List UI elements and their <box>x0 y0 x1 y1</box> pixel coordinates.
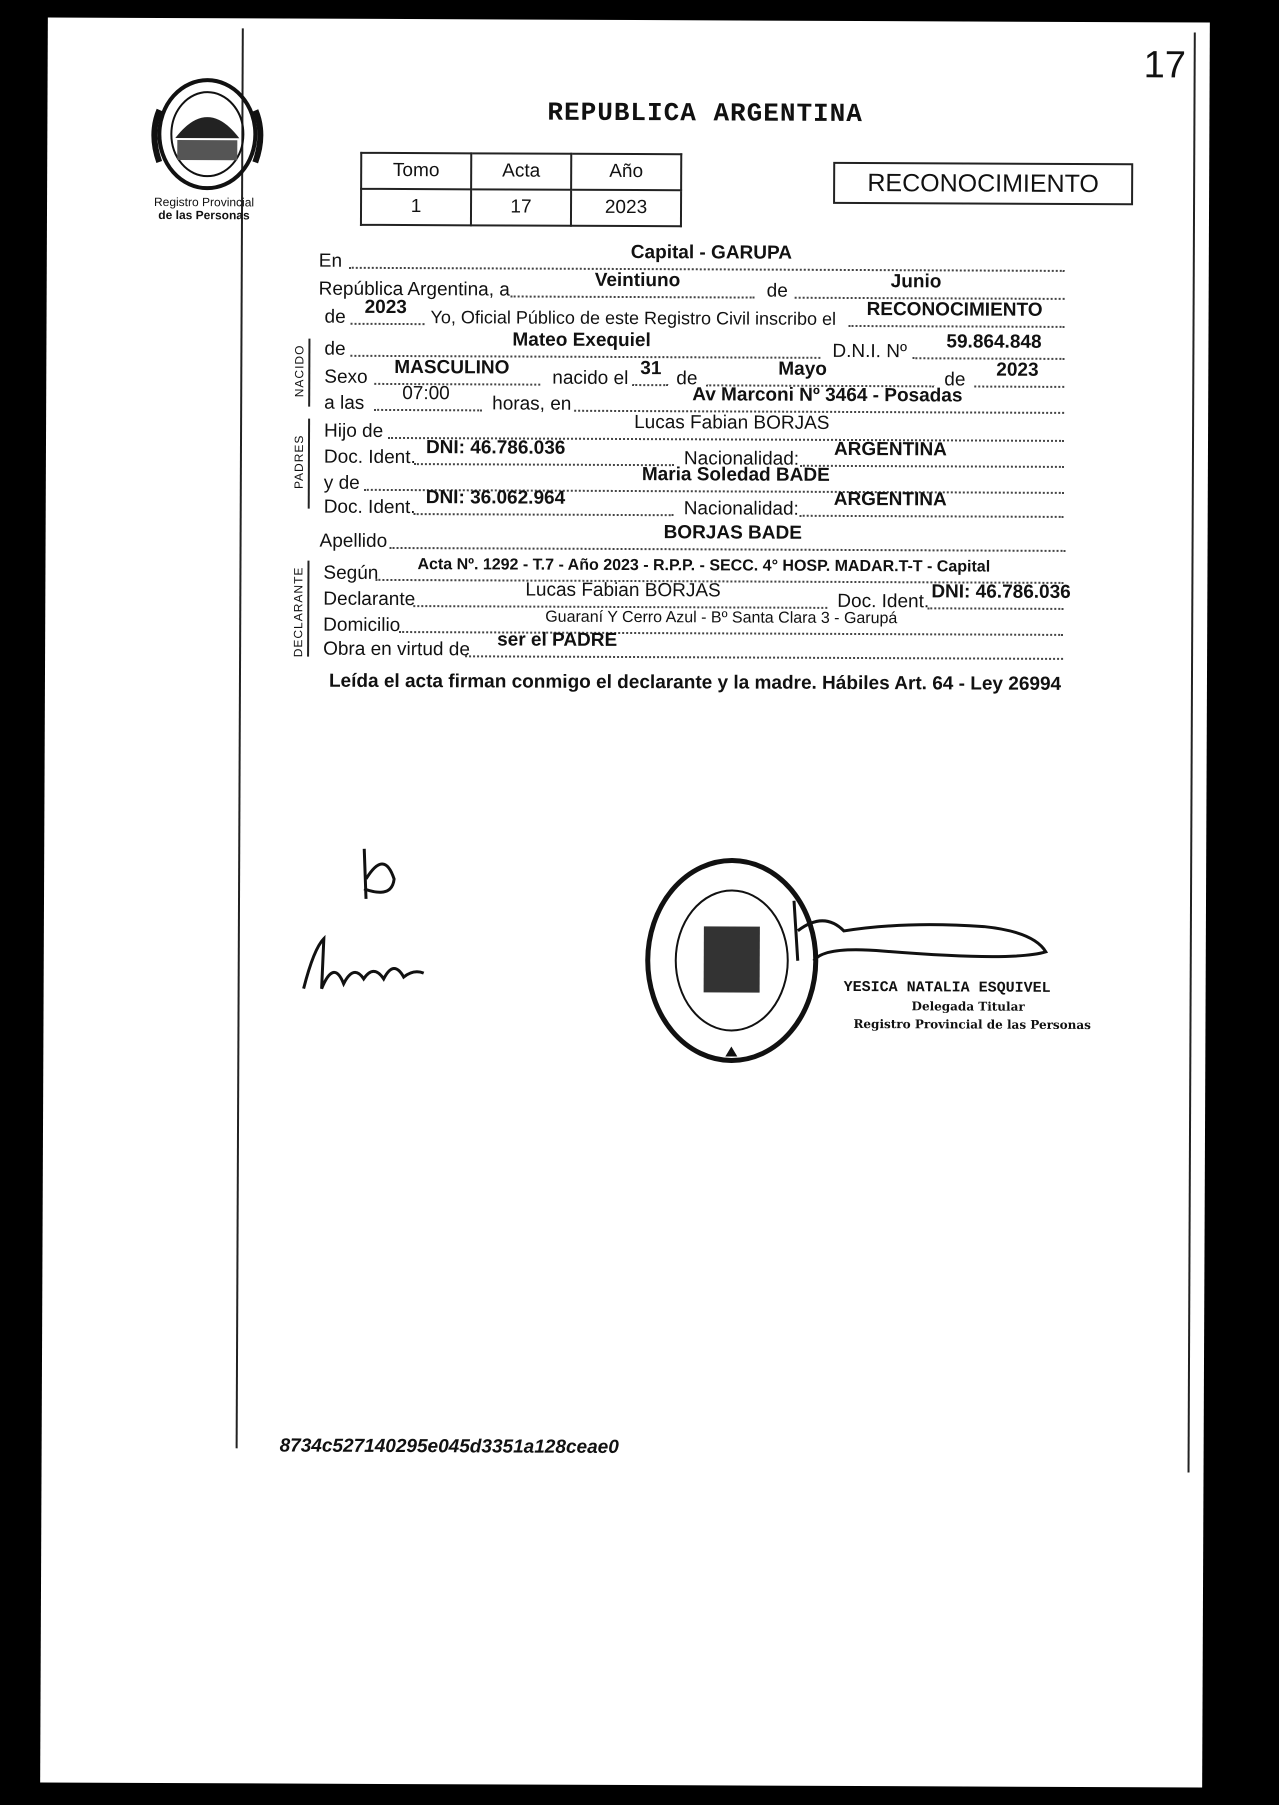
sexo-label: Sexo <box>324 366 368 388</box>
domicilio-label: Domicilio <box>323 614 401 637</box>
row-madre-doc <box>318 487 1166 523</box>
name-value: Mateo Exequiel <box>512 329 651 352</box>
header-tomo: Tomo <box>361 153 471 189</box>
nacionalidad-label2: Nacionalidad: <box>683 498 799 520</box>
father-name: Lucas Fabian BORJAS <box>634 412 830 434</box>
registry-label-line2: de las Personas <box>158 207 250 223</box>
dni-value: 59.864.848 <box>946 331 1042 353</box>
a-las-label: a las <box>324 392 365 414</box>
en-label: En <box>318 250 343 272</box>
province-seal-emblem <box>119 76 296 193</box>
obra-value: ser el PADRE <box>497 629 618 651</box>
legal-text: Leída el acta firman conmigo el declarante y la madre. Hábiles Art. 64 - Ley 26994 <box>328 670 1062 695</box>
registry-label <box>109 196 299 223</box>
right-margin-line <box>1188 32 1196 1472</box>
nacionalidad-label: Nacionalidad: <box>683 448 800 470</box>
value-tomo: 1 <box>361 189 471 225</box>
declarante-value: Lucas Fabian BORJAS <box>525 579 721 602</box>
value-anio: 2023 <box>571 190 681 226</box>
doc-ident-label2: Doc. Ident. <box>323 496 416 519</box>
officer-org: Registro Provincial de las Personas <box>853 1016 1092 1033</box>
month-value: Junio <box>890 271 942 293</box>
certificate-page <box>40 17 1210 1787</box>
de-birth-year-label: de <box>944 369 966 391</box>
place-value: Av Marconi Nº 3464 - Posadas <box>692 384 963 407</box>
horas-label: horas, en <box>492 393 572 415</box>
yo-label: Yo, Oficial Público de este Registro Civil inscribo el <box>430 307 837 329</box>
officer-name: YESICA NATALIA ESQUIVEL <box>843 978 1051 997</box>
day-value: Veintiuno <box>594 269 681 292</box>
mother-nationality: ARGENTINA <box>833 488 947 511</box>
row-obra <box>317 629 1165 665</box>
section-declarante: DECLARANTE <box>291 566 306 658</box>
signature-mother <box>294 929 434 1000</box>
de-name-label: de <box>324 338 346 360</box>
surname-value: BORJAS BADE <box>663 522 802 544</box>
left-margin-line <box>236 28 244 1448</box>
dni-label: D.N.I. Nº <box>832 340 907 363</box>
officer-title: Delegada Titular <box>911 999 1025 1014</box>
signature-left-top <box>344 839 424 909</box>
en-value: Capital - GARUPA <box>630 242 793 264</box>
de-label: de <box>766 280 788 302</box>
signature-officer <box>784 891 1054 972</box>
segun-value: Acta Nº. 1292 - T.7 - Año 2023 - R.P.P. - SECC. 4° HOSP. MADAR.T-T - Capital <box>417 556 991 576</box>
section-nacido: NACIDO <box>292 344 307 398</box>
hijo-label: Hijo de <box>324 420 384 442</box>
registry-label-line1: Registro Provincial <box>153 194 255 210</box>
birth-month: Mayo <box>778 358 827 380</box>
document-hash: 8734c527140295e045d3351a128ceae0 <box>279 1435 619 1458</box>
record-table <box>360 152 682 227</box>
row-en <box>318 242 1167 277</box>
row-inscripcion <box>319 296 1167 333</box>
doc-ident-label: Doc. Ident. <box>323 446 416 469</box>
y-de-label: y de <box>323 472 360 494</box>
obra-label: Obra en virtud de <box>323 638 470 661</box>
page-number: 17 <box>1143 44 1187 87</box>
republica-label: República Argentina, a <box>318 278 510 301</box>
sexo-value: MASCULINO <box>394 356 510 379</box>
document-title: REPUBLICA ARGENTINA <box>547 97 863 130</box>
de-year-label: de <box>324 306 346 328</box>
record-type-box: RECONOCIMIENTO <box>833 162 1133 205</box>
segun-label: Según <box>323 562 379 584</box>
birth-day: 31 <box>640 358 662 380</box>
time-value: 07:00 <box>402 383 450 405</box>
header-anio: Año <box>571 154 681 190</box>
year-value: 2023 <box>364 296 407 319</box>
father-nationality: ARGENTINA <box>833 438 947 461</box>
header-acta: Acta <box>471 153 571 189</box>
mother-dni: DNI: 36.062.964 <box>425 487 566 509</box>
inscribo-value: RECONOCIMIENTO <box>866 299 1043 321</box>
row-apellido <box>318 522 1166 557</box>
section-padres: PADRES <box>291 434 307 490</box>
nacido-label: nacido el <box>552 367 629 390</box>
father-dni: DNI: 46.786.036 <box>425 437 566 459</box>
value-acta: 17 <box>471 189 571 225</box>
doc-ident-label3: Doc. Ident. <box>837 590 930 613</box>
birth-year: 2023 <box>996 359 1039 381</box>
domicilio-value: Guaraní Y Cerro Azul - Bº Santa Clara 3 - Garupá <box>545 608 898 628</box>
declarante-dni: DNI: 46.786.036 <box>931 581 1071 603</box>
apellido-label: Apellido <box>319 530 388 552</box>
de-month-label: de <box>676 368 698 390</box>
declarante-label: Declarante <box>323 588 416 611</box>
mother-name: Maria Soledad BADE <box>641 464 830 486</box>
